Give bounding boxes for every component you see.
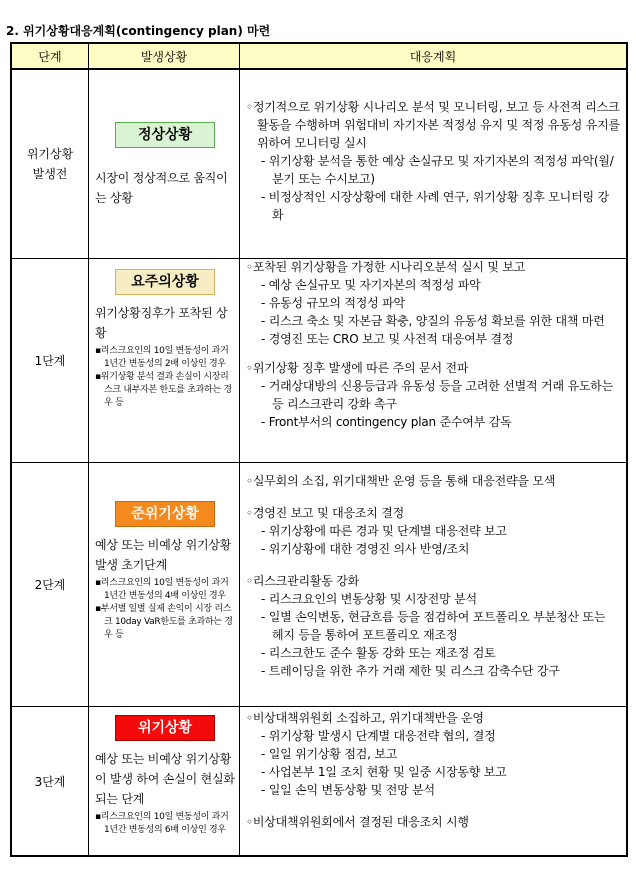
- response-main-item: ◦정기적으로 위기상황 시나리오 분석 및 모니터링, 보고 등 사전적 리스크 활동을 수행하며 위험대비 자기자본 적정성 유지 및 적정 유동성 유지를 위하여 모니터링 실시: [246, 100, 620, 150]
- response-group: [246, 359, 620, 431]
- response-sub-item: - 비정상적인 시장상황에 대한 사례 연구, 위기상황 징후 모니터링 강화: [261, 190, 609, 222]
- response-sub-item: - 위기상황에 대한 경영진 의사 반영/조치: [261, 542, 470, 556]
- stage-3: 3단계: [34, 775, 66, 789]
- situation-description: 위기상황징후가 포착된 상황: [95, 306, 228, 340]
- situation-notes: [95, 811, 235, 837]
- response-group: [246, 709, 620, 799]
- stage-pre-crisis: 위기상황 발생전: [26, 147, 74, 181]
- section-title: 2. 위기상황대응계획(contingency plan) 마련: [6, 24, 271, 38]
- header-situation: 발생상황: [89, 44, 239, 70]
- situation-note: ▪위기상황 분석 결과 손실이 시장리스크 내부자본 한도를 초과하는 경우 등: [95, 372, 232, 408]
- response-sub-item: - 위기상황 발생시 단계별 대응전략 협의, 결정: [261, 729, 496, 743]
- situation-caution: [89, 269, 239, 410]
- status-badge-quasi-crisis: 준위기상황: [115, 501, 215, 527]
- situation-quasi-crisis: [89, 501, 239, 642]
- response-sub-item: - 리스크요인의 변동상황 및 시장전망 분석: [261, 592, 477, 606]
- response-quasi-crisis: [240, 472, 626, 691]
- situation-description: 시장이 정상적으로 움직이는 상황: [95, 171, 228, 205]
- row-divider: [12, 462, 626, 463]
- response-sub-item: - 리스크 축소 및 자본금 확충, 양질의 유동성 확보를 위한 대책 마련: [261, 314, 605, 328]
- response-normal: [240, 98, 626, 235]
- response-sub-item: - 경영진 또는 CRO 보고 및 사전적 대응여부 결정: [261, 332, 514, 346]
- contingency-plan-table: [10, 42, 628, 857]
- situation-note: ▪리스크요인의 10일 변동성이 과거 1년간 변동성의 6배 이상인 경우: [95, 812, 229, 835]
- response-sub-item: - 거래상대방의 신용등급과 유동성 등을 고려한 선별적 거래 유도하는 등 리스크관리 강화 촉구: [261, 379, 614, 411]
- response-caution: [240, 258, 626, 442]
- status-badge-normal: 정상상황: [115, 122, 215, 148]
- response-sub-item: - 일일 위기상황 점검, 보고: [261, 747, 398, 761]
- status-badge-crisis: 위기상황: [115, 715, 215, 741]
- response-group: [246, 572, 620, 680]
- situation-notes: [95, 577, 235, 642]
- situation-note: ▪리스크요인의 10일 변동성이 과거 1년간 변동성의 4배 이상인 경우: [95, 578, 229, 601]
- response-main-item: ◦포착된 위기상황을 가정한 시나리오분석 실시 및 보고: [246, 260, 526, 274]
- response-group: [246, 98, 620, 224]
- header-stage: 단계: [12, 44, 88, 70]
- situation-description: 예상 또는 비예상 위기상황이 발생 하여 손실이 현실화 되는 단계: [95, 752, 235, 806]
- response-sub-item: - 예상 손실규모 및 자기자본의 적정성 파악: [261, 278, 481, 292]
- header-response: 대응계획: [240, 44, 626, 70]
- response-sub-item: - 일별 손익변동, 현금흐름 등을 점검하여 포트폴리오 부분청산 또는 헤지 등을 통하여 포트폴리오 재조정: [261, 610, 606, 642]
- stage-2: 2단계: [34, 577, 66, 592]
- response-main-item: ◦비상대책위원회 소집하고, 위기대책반을 운영: [246, 711, 484, 725]
- response-sub-item: - Front부서의 contingency plan 준수여부 감독: [261, 415, 512, 429]
- situation-description: 예상 또는 비예상 위기상황 발생 초기단계: [95, 538, 232, 572]
- response-group: [246, 813, 620, 831]
- stage-1: 1단계: [34, 353, 66, 368]
- response-main-item: ◦비상대책위원회에서 결정된 대응조치 시행: [246, 815, 469, 829]
- response-group: [246, 258, 620, 348]
- situation-note: ▪리스크요인의 10일 변동성이 과거 1년간 변동성의 2배 이상인 경우: [95, 346, 229, 369]
- situation-normal: [89, 70, 239, 258]
- response-group: [246, 504, 620, 558]
- response-sub-item: - 위기상황 분석을 통한 예상 손실규모 및 자기자본의 적정성 파악(월/분기 또는 수시보고): [261, 154, 614, 186]
- row-divider: [12, 706, 626, 707]
- response-sub-item: - 유동성 규모의 적정성 파악: [261, 296, 405, 310]
- response-sub-item: - 사업본부 1일 조치 현황 및 일중 시장동향 보고: [261, 765, 507, 779]
- response-main-item: ◦실무회의 소집, 위기대책반 운영 등을 통해 대응전략을 모색: [246, 474, 556, 488]
- response-crisis: [240, 709, 626, 842]
- situation-crisis: [89, 715, 239, 837]
- response-main-item: ◦경영진 보고 및 대응조치 결정: [246, 506, 405, 520]
- situation-notes: [95, 345, 235, 410]
- response-sub-item: - 트레이딩을 위한 추가 거래 제한 및 리스크 감축수단 강구: [261, 664, 560, 678]
- response-sub-item: - 일일 손익 변동상황 및 전망 분석: [261, 783, 435, 797]
- response-group: [246, 472, 620, 490]
- response-sub-item: - 리스크한도 준수 활동 강화 또는 재조정 검토: [261, 646, 496, 660]
- response-main-item: ◦리스크관리활동 강화: [246, 574, 360, 588]
- response-main-item: ◦위기상황 징후 발생에 따른 주의 문서 전파: [246, 361, 469, 375]
- response-sub-item: - 위기상황에 따른 경과 및 단계별 대응전략 보고: [261, 524, 507, 538]
- status-badge-caution: 요주의상황: [115, 269, 215, 295]
- situation-note: ▪부서별 일별 실제 손익이 시장 리스크 10day VaR한도를 초과하는 경우 등: [95, 604, 233, 640]
